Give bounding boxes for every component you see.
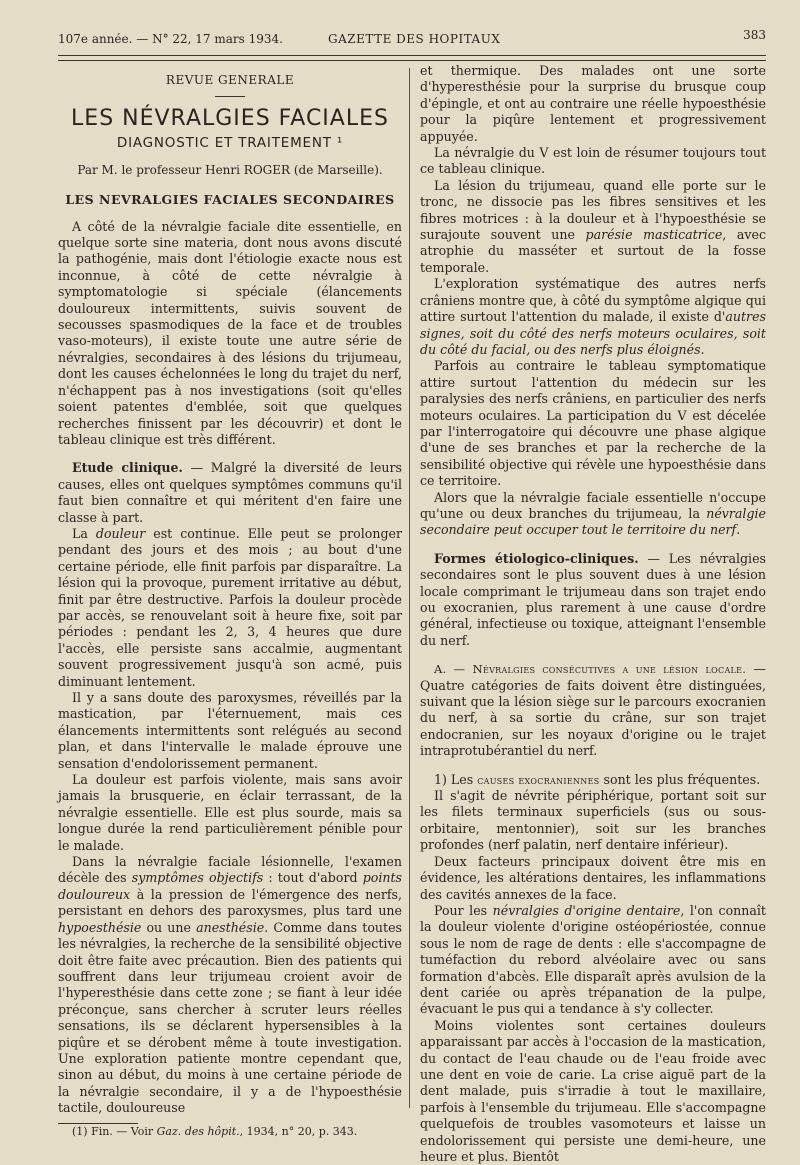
paragraph-lead: Etude clinique. (72, 460, 183, 476)
paragraph: La douleur est parfois violente, mais sans avoir jamais la brusquerie, en éclair terrassant, de la névralgie essentielle. Elle est plus sourde, mais sa longue durée la rend particulièrement pénible pour le malade. (58, 772, 402, 853)
paragraph: La névralgie du V est loin de résumer toujours tout ce tableau clinique. (420, 145, 766, 177)
rubric-rule (215, 96, 245, 97)
paragraph: Il s'agit de névrite périphérique, portant soit sur les filets terminaux superficiels (sus ou sous-orbitaire, mentonnier), soit sur les branches profondes (nerf palatin, nerf dentaire inférieur). (420, 788, 766, 853)
page-number: 383 (743, 28, 766, 42)
spacer (420, 649, 766, 661)
paragraph: Dans la névralgie faciale lésionnelle, l'examen décèle des symptômes objectifs : tout d'abord points douloureux à la pression de l'émergence des nerfs, persistant en dehors des paroxysmes, plus tard une hypoesthésie ou une anesthésie. Comme dans toutes les névralgies, la recherche de la sensibilité objective doit être faite avec précaution. Bien des patients qui souffrent dans leur trijumeau croient avoir de l'hyperesthésie dans cette zone ; se fiant à leur idée préconçue, sans chercher à scruter leurs réelles sensations, ils se déclarent hypersensibles à la piqûre et se dérobent même à toute investigation. Une exploration patiente montre cependant que, sinon au début, du moins à une certaine période de la névralgie secondaire, il y a de l'hypoesthésie tactile, douloureuse (58, 854, 402, 1116)
paragraph: La douleur est continue. Elle peut se prolonger pendant des jours et des mois ; au bout d'une certaine période, elle finit parfois par disparaître. La lésion qui la provoque, purement irritative au début, finit par être destructive. Parfois la douleur procède par accès, se renouvelant soit à heure fixe, soit par périodes : pendant les 2, 3, 4 heures que dure l'accès, elle persiste sans accalmie, augmentant souvent progressivement jusqu'à son acmé, puis diminuant lentement. (58, 525, 403, 689)
author-line: Par M. le professeur Henri ROGER (de Marseille). (77, 162, 383, 177)
issue-info: 107e année. — N° 22, 17 mars 1934. (58, 32, 283, 46)
journal-name: GAZETTE DES HOPITAUX (328, 32, 501, 46)
rubric: REVUE GENERALE (165, 73, 295, 87)
subsection-lead: A. — Névralgies consécutives a une lésion locale. (434, 662, 747, 677)
paragraph: Etude clinique. — Malgré la diversité de leurs causes, elles ont quelques symptômes communs qu'il faut bien connaître et qui méritent d'en faire une classe à part. (58, 460, 403, 525)
spacer (420, 539, 766, 551)
paragraph: et thermique. Des malades ont une sorte d'hyperesthésie pour la surprise du brusque coup d'épingle, et ont au contraire une réelle hypoesthésie pour la piqûre lentement et progressivement appuyée. (420, 63, 766, 144)
paragraph: A côté de la névralgie faciale dite essentielle, en quelque sorte sine materia, dont nous avons discuté la pathogénie, mais dont l'étiologie exacte nous est inconnue, à côté de cette névralgie à symptomatologie si spéciale (élancements douloureux intermittents, suivis souvent de secousses spasmodiques de la face et de troubles vaso-moteurs), il existe toute une autre série de névralgies, secondaires à des lésions du trijumeau, dont les causes échelonnées le long du trajet du nerf, n'échappent pas à nos investigations (soit qu'elles soient patentes d'emblée, soit que quelques recherches finissent par les découvrir) et dont le tableau clinique est très différent. (58, 218, 402, 447)
column-divider (409, 68, 410, 1108)
running-header (58, 28, 766, 50)
paragraph: La lésion du trijumeau, quand elle porte sur le tronc, ne dissocie pas les fibres sensitives et les fibres motrices : à la douleur et à l'hypoesthésie se surajoute souvent une parésie masticatrice, avec atrophie du masséter et surtout de la fosse temporale. (420, 177, 766, 275)
right-column (420, 63, 766, 1165)
spacer (58, 448, 402, 460)
article-title: LES NÉVRALGIES FACIALES (71, 106, 389, 132)
header-rule-thick (58, 55, 766, 56)
paragraph: Deux facteurs principaux doivent être mis en évidence, les altérations dentaires, les inflammations des cavités annexes de la face. (420, 853, 766, 902)
paragraph: Formes étiologico-cliniques. — Les névralgies secondaires sont le plus souvent dues à une lésion locale comprimant le trijumeau dans son trajet endo ou exocranien, plus rarement à une cause d'ordre général, infectieuse ou toxique, atteignant l'ensemble du nerf. (420, 550, 766, 648)
header-rule-thin (58, 60, 766, 61)
section-title: LES NEVRALGIES FACIALES SECONDAIRES (65, 192, 395, 208)
paragraph: Pour les névralgies d'origine dentaire, l'on connaît la douleur violente d'origine ostéopériostée, connue sous le nom de rage de dents : elle s'accompagne de tuméfaction du rebord alvéolaire avec ou sans formation d'abcès. Elle disparaît après avulsion de la dent cariée ou après trépanation de la pulpe, évacuant le pus qui a tendance à s'y collecter. (420, 902, 766, 1017)
paragraph: A. — Névralgies consécutives a une lésion locale. — Quatre catégories de faits doivent être distinguées, suivant que la lésion siège sur le parcours exocranien du nerf, à sa sortie du crâne, sur son trajet endocranien, sur les noyaux d'origine ou le trajet intraprotubérantiel du nerf. (420, 661, 766, 759)
paragraph: Alors que la névralgie faciale essentielle n'occupe qu'une ou deux branches du trijumeau, la névralgie secondaire peut occuper tout le territoire du nerf. (420, 489, 766, 538)
article-subtitle: DIAGNOSTIC ET TRAITEMENT ¹ (116, 135, 344, 152)
paragraph: Il y a sans doute des paroxysmes, réveillés par la mastication, par l'éternuement, mais ces élancements intermittents sont relégués au second plan, et dans l'intervalle le malade éprouve une sensation d'endolorissement permanent. (58, 690, 402, 771)
paragraph-lead: Formes étiologico-cliniques. (434, 550, 639, 566)
footnote: (1) Fin. — Voir Gaz. des hôpit., 1934, n° 20, p. 343. (72, 1124, 358, 1138)
paragraph: Parfois au contraire le tableau symptomatique attire surtout l'attention du médecin sur les paralysies des nerfs crâniens, en particulier des nerfs moteurs oculaires. La participation du V est décelée par l'interrogatoire qui découvre une phase algique d'une de ses branches et par la recherche de la sensibilité objective qui révèle une hypoesthésie dans ce territoire. (420, 358, 766, 489)
paragraph: 1) Les causes exocraniennes sont les plus fréquentes. (434, 771, 761, 787)
left-column (58, 70, 402, 1140)
paragraph: Moins violentes sont certaines douleurs apparaissant par accès à l'occasion de la mastication, du contact de l'eau chaude ou de l'eau froide avec une dent en voie de carie. La crise aiguë part de la dent malade, puis s'irradie à tout le maxillaire, parfois à l'ensemble du trijumeau. Elle s'accompagne quelquefois de troubles vasomoteurs et laisse un endolorissement qui persiste une demi-heure, une heure et plus. Bientôt (420, 1017, 766, 1164)
spacer (420, 760, 766, 772)
paragraph: L'exploration systématique des autres nerfs crâniens montre que, à côté du symptôme algique qui attire surtout l'attention du malade, il existe d'autres signes, soit du côté des nerfs moteurs oculaires, soit du côté du facial, ou des nerfs plus éloignés. (420, 276, 766, 357)
